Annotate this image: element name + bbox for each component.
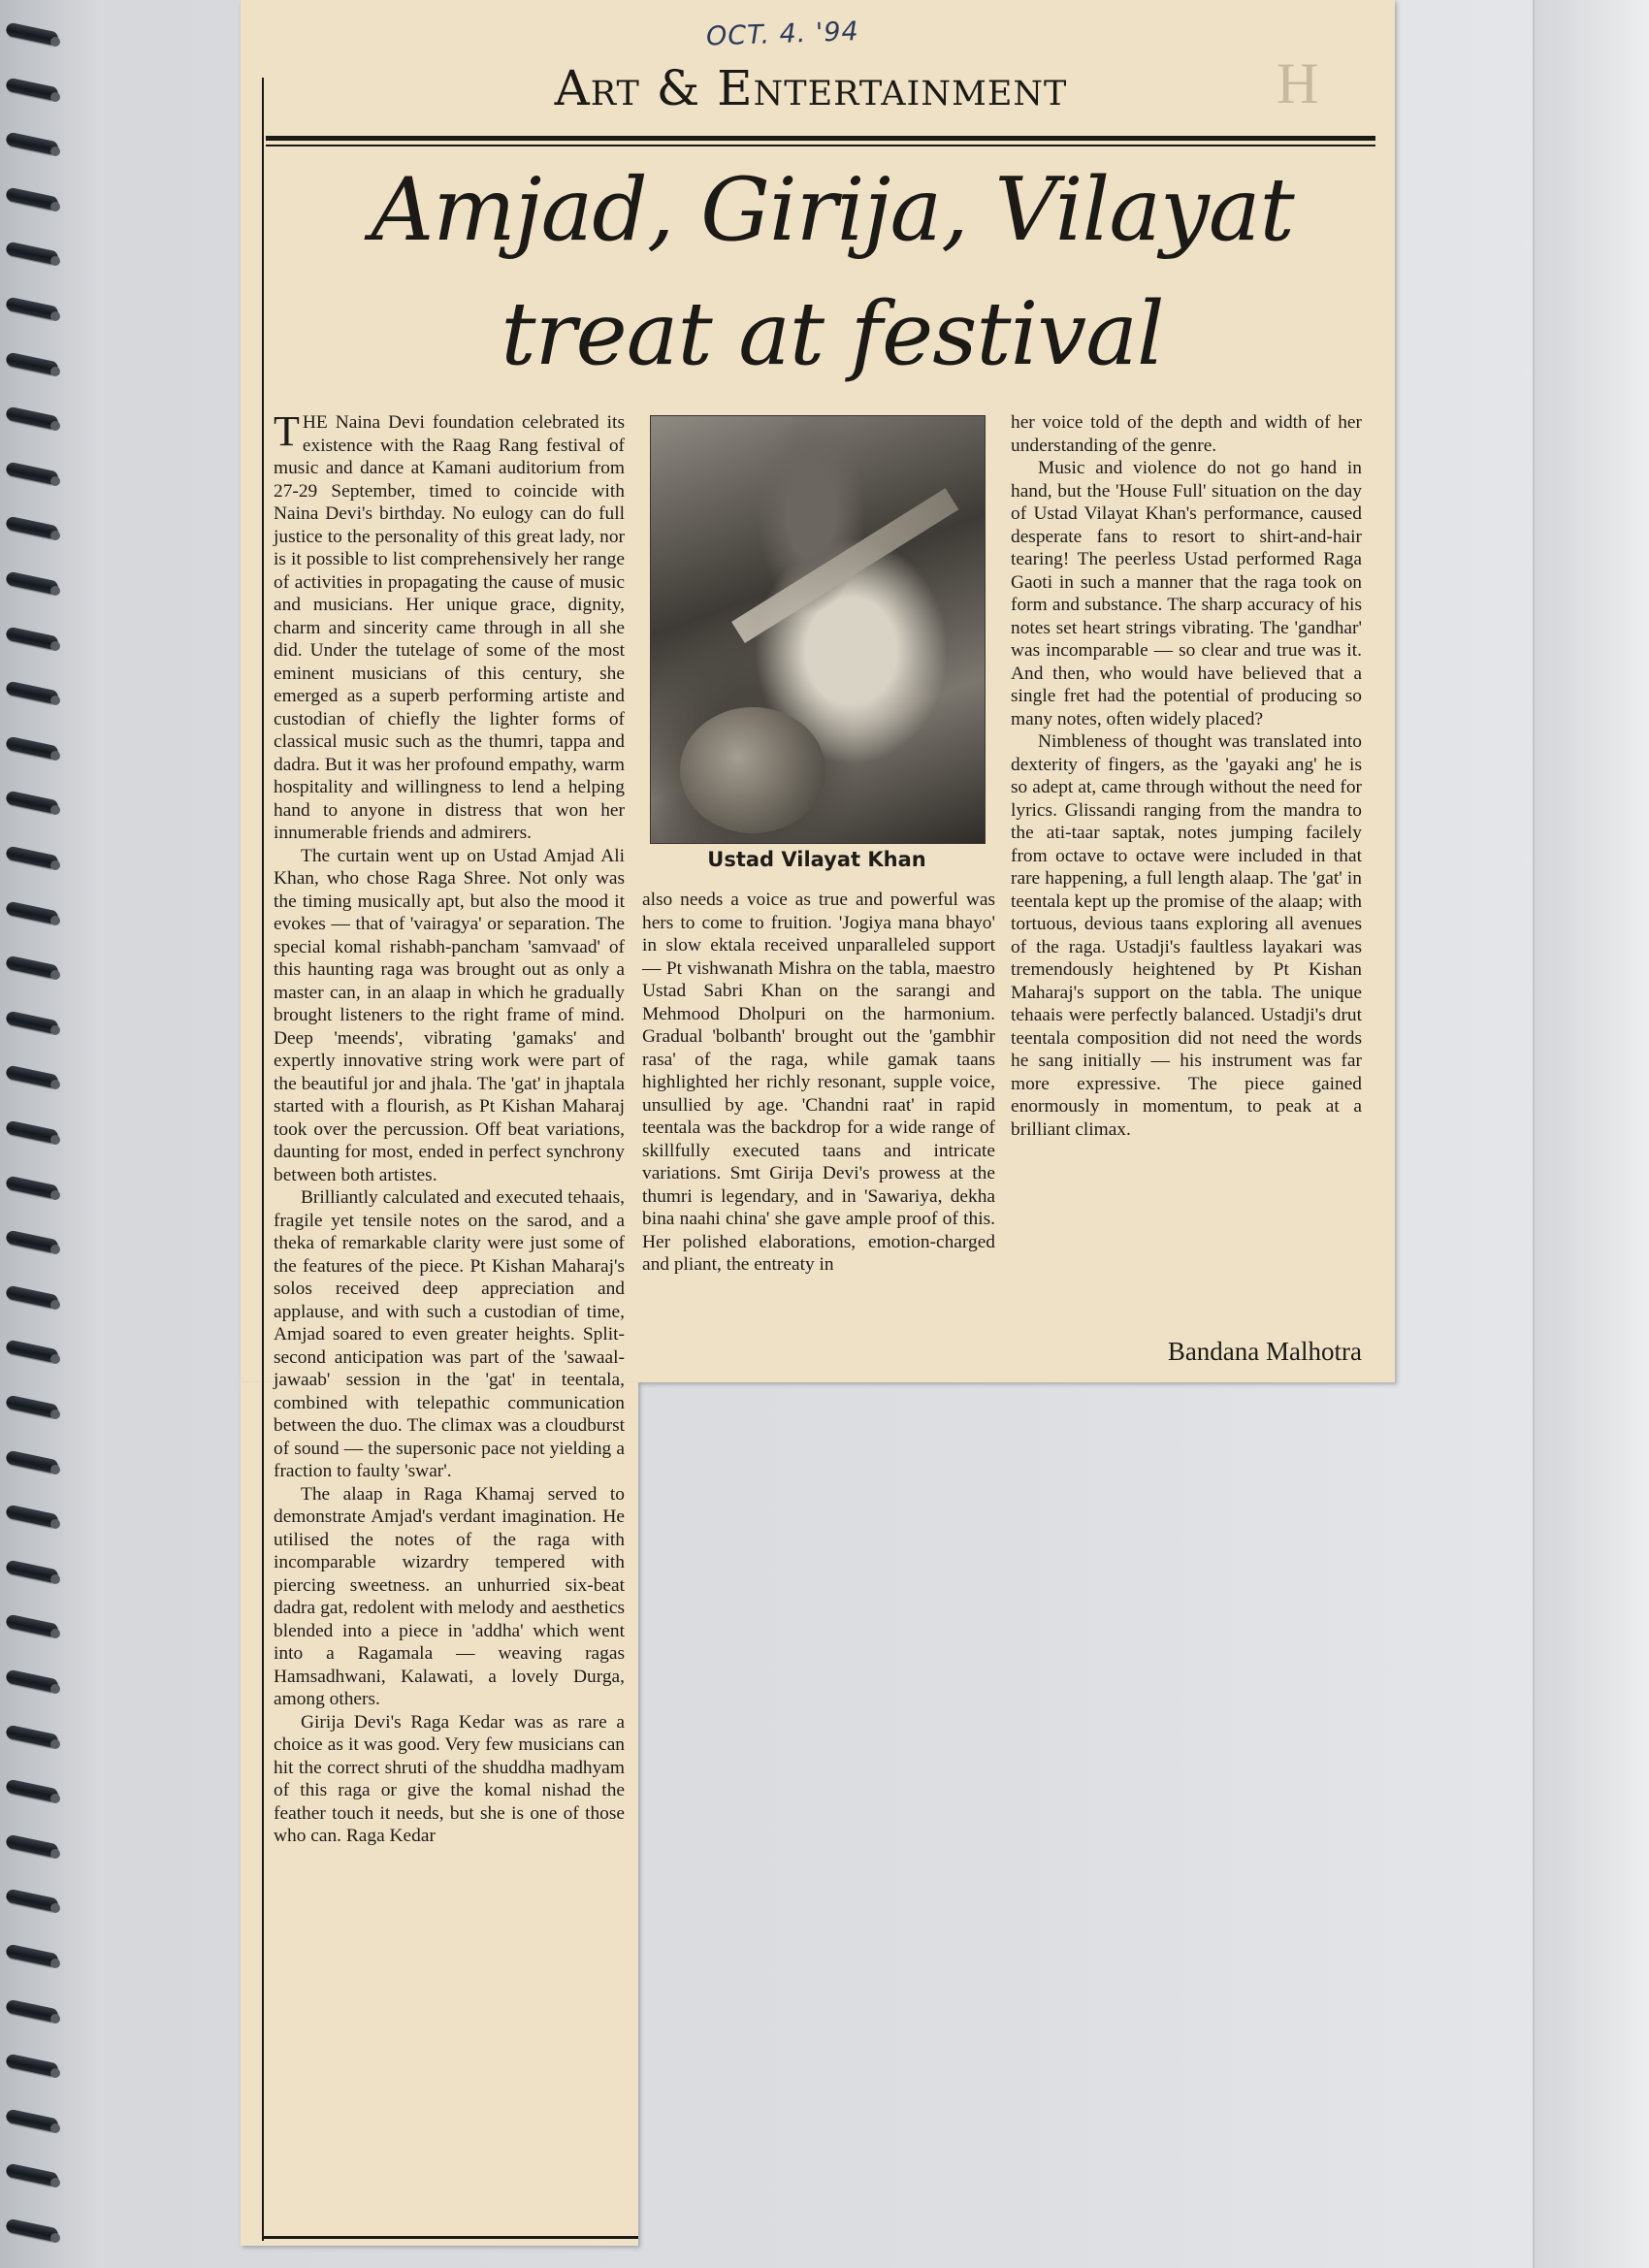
adjacent-page-edge (1533, 0, 1649, 2268)
paragraph: The alaap in Raga Khamaj served to demonstrate Amjad's verdant imagination. He utilised the notes of the raga with incomparable wizardry tempered with piercing sweetness. an unhurried six-beat dadra gat, redolent with melody and aesthetics blended into a piece in 'addha' which went into a Ragamala — weaving ragas Hamsadhwani, Kalawati, a lovely Durga, among others. (274, 1483, 625, 1709)
binder-hole (50, 2068, 60, 2078)
binder-hole (50, 805, 60, 815)
paragraph: The curtain went up on Ustad Amjad Ali Khan, who chose Raga Shree. Not only was the timing musically apt, but also the mood it evokes — that of 'vairagya' or separation. The special komal rishabh-pancham 'samvaad' of this haunting raga was brought out as only a master can, in an alaap in which he gradually brought listeners to the right frame of mind. Deep 'meends', vibrating 'gamaks' and expertly innovative string work were part of the beautiful jor and jhala. The 'gat' in jhaptala started with a flourish, as Pt Kishan Maharaj took over the percussion. Off beat variations, daunting for most, ended in perfect synchrony between both artistes. (274, 845, 625, 1185)
binder-hole (50, 696, 60, 705)
binder-hole (50, 1300, 60, 1310)
article-column-2 (642, 889, 995, 1277)
binder-hole (50, 311, 60, 321)
column-border-rule (262, 78, 264, 2241)
paragraph: her voice told of the depth and width of her understanding of the genre. (1011, 412, 1362, 456)
binder-hole (50, 1190, 60, 1200)
binder-hole (50, 641, 60, 651)
sitar-bowl-shape (680, 707, 825, 833)
paragraph (274, 407, 625, 845)
binder-hole (50, 2123, 60, 2133)
binder-hole (50, 1080, 60, 1089)
paragraph: Music and violence do not go hand in hand, but the 'House Full' situation on the day of Ustad Vilayat Khan's performance, caused desperate fans to resort to shirt-and-hair tearing! The peerless Ustad performed Raga Gaoti in such a manner that the raga took on form and substance. The sharp accuracy of his notes set heart strings vibrating. The 'gandhar' was incomparable — so clear and true was it. And then, who would have believed that a single fret had the potential of producing so many notes, often widely placed? (1011, 458, 1362, 729)
paragraph-text: HE Naina Devi foundation celebrated its existence with the Raag Rang festival of music and dance at Kamani auditorium from 27-29 September, timed to coincide with Naina Devi's birthday. No eulogy can do full justice to the personality of this great lady, nor is it possible to list comprehensively her range of activities in propagating the cause of music and musicians. Her unique grace, dignity, charm and sincerity came through in all she did. Under the tutelage of some of the most eminent musicians of this century, she emerged as a superb performing artiste and custodian of chiefly the lighter forms of classical music such as the thumri, tappa and dadra. But it was her profound empathy, warm hospitality and willingness to lend a helping hand to anyone in distress that won her innumerable friends and admirers. (274, 412, 625, 843)
paragraph: Nimbleness of thought was translated into dexterity of fingers, as the 'gayaki ang' he is so adept at, came through without the need for lyrics. Glissandi ranging from the mandra to the ati-taar saptak, notes jumping facilely from octave to octave were included in that rare happening, a full length alaap. The 'gat' in teentala kept up the promise of the alaap; with tortuous, devious taans exploring all avenues of the raga. Ustadji's faultless layakari was tremendously heightened by Pt Kishan Maharaj's support on the tabla. The unique tehaais were perfectly balanced. Ustadji's drut teentala composition did not need the words he sang initially — his instrument was far more expressive. The piece gained enormously in momentum, to peak at a brilliant climax. (1011, 731, 1362, 1140)
binder-hole (50, 2178, 60, 2187)
binder-hole (50, 1794, 60, 1803)
sitar-neck-shape (731, 488, 958, 643)
binder-hole (50, 37, 60, 47)
binder-hole (50, 1245, 60, 1254)
drop-cap: T (274, 407, 300, 455)
binder-hole (50, 860, 60, 870)
article-column-3 (1011, 411, 1362, 1141)
paragraph: also needs a voice as true and powerful was hers to come to fruition. 'Jogiya mana bhayo' in slow ektala received unparalleled support — Pt vishwanath Mishra on the tabla, maestro Ustad Sabri Khan on the sarangi and Mehmood Dholpuri on the harmonium. Gradual 'bolbanth' brought out the 'gambhir rasa' of the raga, while gamak taans highlighted her richly resonant, supple voice, unsullied by age. 'Chandni raat' in rapid teentala was the backdrop for a wide range of skillfully executed taans and intricate variations. Smt Girija Devi's prowess at the thumri is legendary, and in 'Sawariya, dekha bina naahi china' she gave ample proof of this. Her polished elaborations, emotion-charged and pliant, the entreaty in (642, 890, 995, 1275)
heading-rule-thick (266, 136, 1375, 141)
musician-photo (650, 415, 986, 844)
binder-hole (50, 1849, 60, 1859)
binder-hole (50, 421, 60, 431)
bottom-rule (262, 2236, 638, 2239)
binder-hole (50, 970, 60, 980)
photo-caption: Ustad Vilayat Khan (707, 848, 926, 871)
binder-hole (50, 1409, 60, 1419)
binder-hole (50, 146, 60, 156)
paragraph: Brilliantly calculated and executed tehaais, fragile yet tensile notes on the sarod, and a theka of remarkable clarity were just some of the features of the piece. Pt Kishan Maharaj's solos received deep appreciation and applause, and with such a custodian of time, Amjad soared to even greater heights. Split-second anticipation was part of the 'sawaal-jawaab' session in the 'gat' in teentala, combined with telepathic communication between the duo. The climax was a cloudburst of sound — the supersonic pace not yielding a fraction to faulty 'swar'. (274, 1187, 625, 1481)
binder-hole (50, 256, 60, 266)
binder-hole (50, 1959, 60, 1968)
binder-hole (50, 1574, 60, 1584)
binder-hole (50, 1465, 60, 1474)
paragraph: Girija Devi's Raga Kedar was as rare a choice as it was good. Very few musicians can hit the correct shruti of the shuddha madhyam of this raga or give the komal nishad the feather touch it needs, but she is one of those who can. Raga Kedar (274, 1711, 625, 1846)
binder-hole (50, 476, 60, 486)
binder-hole (50, 1903, 60, 1913)
heading-rule-thin (266, 145, 1375, 146)
binder-hole (50, 1354, 60, 1364)
binder-hole (50, 1684, 60, 1694)
binder-hole (50, 1519, 60, 1529)
binder-hole (50, 1629, 60, 1638)
newspaper-clipping (241, 0, 1395, 2246)
binder-hole (50, 916, 60, 925)
binder-hole (50, 586, 60, 596)
article-column-1 (274, 407, 625, 1848)
binder-hole (50, 751, 60, 761)
binder-hole (50, 531, 60, 540)
handwritten-date: OCT. 4. '94 (705, 16, 860, 52)
binder-hole (50, 2233, 60, 2243)
binder-hole (50, 202, 60, 211)
binder-hole (50, 1739, 60, 1749)
binder-hole (50, 2014, 60, 2024)
headline-line-1: Amjad, Girija, Vilayat (371, 159, 1294, 261)
binder-hole (50, 1135, 60, 1145)
binder-hole (50, 367, 60, 376)
spiral-binding (0, 19, 78, 2251)
section-heading: Art & Entertainment (554, 60, 1068, 116)
headline-line-2: treat at festival (501, 283, 1164, 385)
byline: Bandana Malhotra (1167, 1337, 1362, 1366)
binder-hole (50, 1025, 60, 1035)
binder-hole (50, 92, 60, 102)
bleed-through-letter: H (1277, 51, 1319, 115)
